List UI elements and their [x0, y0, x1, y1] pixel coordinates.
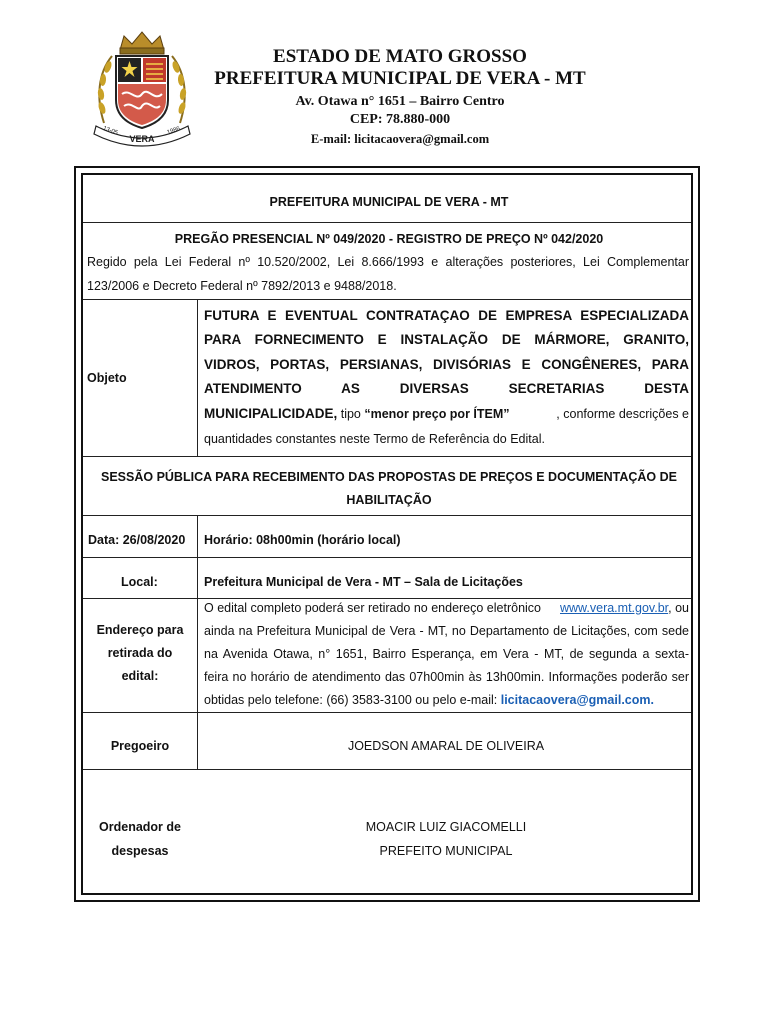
endereco-line-2: ainda na Prefeitura Municipal de Vera - MT, no Departamento de Licitações, com sede — [204, 624, 689, 638]
objeto-conforme: , conforme descrições e — [556, 407, 689, 421]
endereco-line-1-text: O edital completo poderá ser retirado no endereço eletrônico — [204, 601, 545, 615]
objeto-line-5 — [204, 406, 689, 422]
address: Av. Otawa n° 1651 – Bairro Centro — [295, 94, 505, 109]
divider — [83, 515, 691, 516]
ordenador-label-line-2: despesas — [111, 844, 169, 858]
endereco-line-5-text: obtidas pelo telefone: (66) 3583-3100 ou pelo e-mail: — [204, 693, 501, 707]
endereco-label-line-1: Endereço para — [96, 623, 184, 637]
website-link[interactable]: www.vera.mt.gov.br — [560, 601, 669, 615]
divider — [83, 712, 691, 713]
objeto-municipalicidade: MUNICIPALICIDADE, — [204, 406, 338, 421]
notice-title: PREFEITURA MUNICIPAL DE VERA - MT — [269, 195, 509, 209]
ordenador-label-line-1: Ordenador de — [99, 820, 181, 834]
pregoeiro-name: JOEDSON AMARAL DE OLIVEIRA — [347, 739, 545, 753]
divider — [83, 222, 691, 223]
pregoeiro-label: Pregoeiro — [110, 739, 170, 753]
column-divider — [197, 515, 198, 769]
objeto-line-1: FUTURA E EVENTUAL CONTRATAÇAO DE EMPRESA ESPECIALIZADA — [204, 308, 689, 323]
email-link[interactable]: licitacaovera@gmail.com — [500, 693, 651, 707]
objeto-line-3: VIDROS, PORTAS, PERSIANAS, DIVISÓRIAS E CONGÊNERES, PARA — [204, 357, 689, 372]
crest-year-left: 13-05 — [102, 125, 119, 137]
objeto-line-6: quantidades constantes neste Termo de Referência do Edital. — [204, 432, 545, 446]
divider — [83, 598, 691, 599]
divider — [83, 299, 691, 300]
local-value: Prefeitura Municipal de Vera - MT – Sala de Licitações — [204, 575, 523, 589]
endereco-label-line-2: retirada do — [107, 646, 173, 660]
legal-basis-line-2: 123/2006 e Decreto Federal nº 7892/2013 e 9488/2018. — [87, 279, 397, 293]
ordenador-name: MOACIR LUIZ GIACOMELLI — [365, 820, 527, 834]
objeto-label: Objeto — [87, 371, 127, 385]
sessao-heading-line-1: SESSÃO PÚBLICA PARA RECEBIMENTO DAS PROPOSTAS DE PREÇOS E DOCUMENTAÇÃO DE — [101, 470, 677, 484]
endereco-line-3: na Avenida Otawa, n° 1651, Bairro Esperança, em Vera - MT, de segunda a sexta- — [204, 647, 689, 661]
endereco-line-1 — [204, 600, 689, 616]
column-divider — [197, 299, 198, 456]
prefeitura-name: PREFEITURA MUNICIPAL DE VERA - MT — [214, 68, 586, 89]
sessao-heading-line-2: HABILITAÇÃO — [346, 493, 432, 507]
cep: CEP: 78.880-000 — [349, 112, 451, 127]
endereco-line-5-end: . — [650, 693, 654, 707]
notice-frame — [74, 166, 700, 902]
objeto-tipo: tipo — [337, 407, 365, 421]
session-time: Horário: 08h00min (horário local) — [204, 533, 401, 547]
endereco-line-4: feira no horário de atendimento das 07h00min às 13h00min. Informações poderão ser — [204, 670, 689, 684]
session-date: Data: 26/08/2020 — [88, 533, 186, 547]
divider — [83, 557, 691, 558]
objeto-line-2: PARA FORNECIMENTO E INSTALAÇÃO DE MÁRMORE, GRANITO, — [204, 332, 689, 347]
local-label: Local: — [121, 575, 158, 589]
pregao-heading: PREGÃO PRESENCIAL Nº 049/2020 - REGISTRO DE PREÇO Nº 042/2020 — [174, 232, 604, 246]
municipal-crest-logo — [90, 28, 194, 148]
crest-year-right: 1986 — [166, 125, 181, 137]
endereco-line-5 — [204, 692, 689, 708]
endereco-label-line-3: edital: — [121, 669, 159, 683]
objeto-criterio: “menor preço por ÍTEM” — [364, 407, 510, 421]
email: E-mail: licitacaovera@gmail.com — [310, 132, 490, 146]
divider — [83, 456, 691, 457]
letterhead — [190, 46, 610, 148]
notice-table — [81, 173, 693, 895]
crest-banner-text: VERA — [129, 134, 155, 144]
objeto-line-4: ATENDIMENTO AS DIVERSAS SECRETARIAS DESTA — [204, 381, 689, 396]
divider — [83, 769, 691, 770]
endereco-line-1-end: , ou — [668, 601, 689, 615]
ordenador-title: PREFEITO MUNICIPAL — [379, 844, 513, 858]
legal-basis-line-1: Regido pela Lei Federal nº 10.520/2002, Lei 8.666/1993 e alterações posteriores, Lei Complementar — [87, 255, 689, 269]
state-name: ESTADO DE MATO GROSSO — [273, 46, 527, 67]
